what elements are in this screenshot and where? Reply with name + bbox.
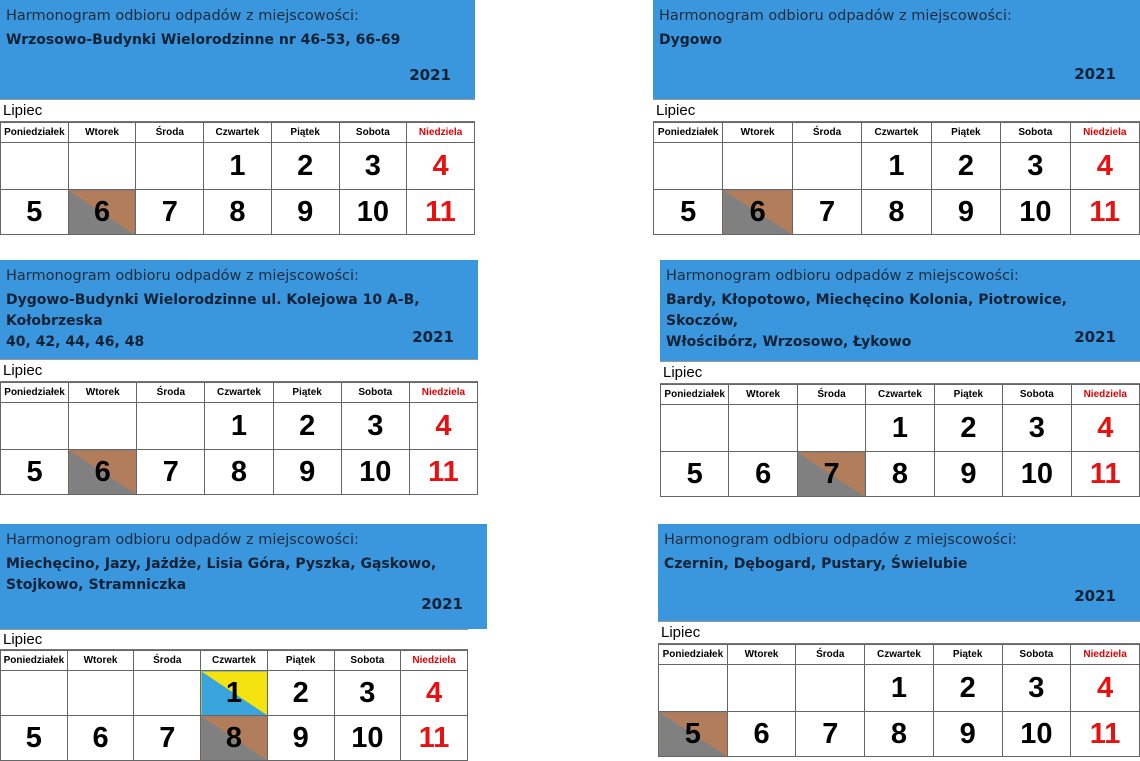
day-header: Piątek: [267, 651, 334, 671]
weekday-header-row: [659, 645, 1140, 665]
date-cell: 2: [267, 671, 334, 716]
day-header: Piątek: [273, 383, 341, 403]
month-label: Lipiec: [0, 100, 475, 122]
day-header: Sobota: [334, 651, 401, 671]
day-header: Wtorek: [69, 383, 137, 403]
week-row: [654, 143, 1140, 190]
date-cell-pickup-marked: 7: [797, 452, 865, 497]
panel-header: [653, 0, 1140, 99]
week-row: [1, 190, 475, 235]
date-cell-sunday: 11: [1071, 452, 1139, 497]
header-title: Harmonogram odbioru odpadów z miejscowości:: [6, 532, 359, 548]
date-cell: 9: [931, 190, 1000, 235]
week-row: [1, 671, 468, 716]
date-cell: 9: [933, 712, 1002, 757]
calendar-table: [0, 382, 478, 495]
date-cell: [68, 143, 136, 190]
day-header: Sobota: [341, 383, 409, 403]
schedule-panel-1: [0, 0, 475, 235]
date-cell: 10: [339, 190, 407, 235]
day-header: Wtorek: [67, 651, 134, 671]
date-cell: 10: [334, 716, 401, 761]
date-cell: 1: [866, 405, 934, 452]
year-label: 2021: [1074, 587, 1116, 605]
calendar: [660, 361, 1140, 497]
day-header: Piątek: [934, 385, 1002, 405]
week-row: [661, 452, 1140, 497]
date-cell: [654, 143, 723, 190]
schedule-panel-5: [0, 524, 487, 761]
date-cell: [797, 405, 865, 452]
calendar-table: [658, 644, 1140, 757]
date-cell-sunday: 4: [1071, 665, 1140, 712]
date-cell: 10: [341, 450, 409, 495]
calendar: [653, 99, 1140, 235]
day-header: Sobota: [1001, 123, 1070, 143]
day-header: Wtorek: [723, 123, 792, 143]
day-header: Środa: [136, 123, 204, 143]
day-header: Piątek: [933, 645, 1002, 665]
date-cell: 7: [134, 716, 201, 761]
day-header: Wtorek: [729, 385, 797, 405]
year-label: 2021: [1074, 65, 1116, 83]
date-cell: 2: [934, 405, 1002, 452]
day-header: Piątek: [271, 123, 339, 143]
header-title: Harmonogram odbioru odpadów z miejscowości:: [659, 8, 1012, 24]
date-cell-sunday: 4: [409, 403, 477, 450]
panel-header: [658, 524, 1140, 621]
panel-header: [0, 0, 475, 99]
calendar-table: [660, 384, 1140, 497]
month-label: Lipiec: [660, 362, 1140, 384]
date-cell: 1: [204, 143, 272, 190]
date-cell-pickup-marked: 6: [69, 450, 137, 495]
date-cell: 6: [67, 716, 134, 761]
date-cell: 9: [267, 716, 334, 761]
calendar: [0, 359, 478, 495]
location-text: Czernin, Dębogard, Pustary, Świelubie: [664, 556, 968, 572]
week-row: [1, 143, 475, 190]
date-cell: [729, 405, 797, 452]
day-header: Poniedziałek: [659, 645, 728, 665]
calendar: [0, 99, 475, 235]
date-cell: 3: [334, 671, 401, 716]
day-header: Poniedziałek: [1, 383, 69, 403]
weekday-header-row: [1, 383, 478, 403]
day-header: Czwartek: [865, 645, 934, 665]
day-header: Czwartek: [204, 123, 272, 143]
date-cell: 10: [1002, 712, 1071, 757]
date-cell: [661, 405, 729, 452]
weekday-header-row: [1, 651, 468, 671]
day-header: Poniedziałek: [1, 651, 68, 671]
date-cell: [136, 143, 204, 190]
date-cell-sunday: 11: [401, 716, 468, 761]
day-header-sunday: Niedziela: [409, 383, 477, 403]
date-cell: 10: [1001, 190, 1070, 235]
date-cell: 3: [341, 403, 409, 450]
location-text: Dygowo-Budynki Wielorodzinne ul. Kolejowa 10 A-B, Kołobrzeska 40, 42, 44, 46, 48: [6, 292, 420, 350]
date-cell: 9: [273, 450, 341, 495]
week-row: [1, 403, 478, 450]
day-header: Środa: [792, 123, 861, 143]
date-cell: [659, 665, 728, 712]
schedule-panel-6: [658, 524, 1140, 757]
day-header: Środa: [134, 651, 201, 671]
weekday-header-row: [654, 123, 1140, 143]
day-header: Wtorek: [727, 645, 796, 665]
date-cell: 8: [866, 452, 934, 497]
day-header: Wtorek: [68, 123, 136, 143]
day-header-sunday: Niedziela: [1070, 123, 1139, 143]
day-header: Poniedziałek: [661, 385, 729, 405]
year-label: 2021: [421, 595, 463, 613]
date-cell: 3: [339, 143, 407, 190]
day-header-sunday: Niedziela: [407, 123, 475, 143]
day-header: Czwartek: [201, 651, 268, 671]
date-cell: 2: [933, 665, 1002, 712]
day-header-sunday: Niedziela: [1071, 645, 1140, 665]
calendar-table: [653, 122, 1140, 235]
date-cell-sunday: 11: [1071, 712, 1140, 757]
week-row: [654, 190, 1140, 235]
date-cell: 8: [862, 190, 931, 235]
date-cell-sunday: 4: [1071, 405, 1139, 452]
date-cell: [134, 671, 201, 716]
location-text: Dygowo: [659, 32, 722, 48]
date-cell: 2: [273, 403, 341, 450]
date-cell: 8: [204, 190, 272, 235]
date-cell: 5: [1, 716, 68, 761]
date-cell: 2: [931, 143, 1000, 190]
day-header: Sobota: [1003, 385, 1071, 405]
date-cell: 5: [1, 190, 69, 235]
week-row: [659, 712, 1140, 757]
day-header-sunday: Niedziela: [1071, 385, 1139, 405]
date-cell: 5: [661, 452, 729, 497]
day-header: Poniedziałek: [654, 123, 723, 143]
day-header: Czwartek: [862, 123, 931, 143]
day-header-sunday: Niedziela: [401, 651, 468, 671]
header-title: Harmonogram odbioru odpadów z miejscowości:: [6, 8, 359, 24]
date-cell: [727, 665, 796, 712]
date-cell: [796, 665, 865, 712]
day-header: Środa: [137, 383, 205, 403]
day-header: Środa: [796, 645, 865, 665]
date-cell: 5: [654, 190, 723, 235]
week-row: [1, 450, 478, 495]
week-row: [659, 665, 1140, 712]
date-cell: 1: [862, 143, 931, 190]
date-cell: 7: [796, 712, 865, 757]
date-cell: 3: [1002, 665, 1071, 712]
weekday-header-row: [1, 123, 475, 143]
date-cell: [1, 403, 69, 450]
date-cell: 7: [792, 190, 861, 235]
date-cell: 9: [271, 190, 339, 235]
schedule-panel-2: [653, 0, 1140, 235]
schedule-panel-3: [0, 260, 478, 495]
date-cell: 8: [205, 450, 273, 495]
panel-header: [0, 260, 478, 359]
header-title: Harmonogram odbioru odpadów z miejscowości:: [6, 268, 359, 284]
date-cell: 5: [1, 450, 69, 495]
date-cell-pickup-marked: 1: [201, 671, 268, 716]
week-row: [661, 405, 1140, 452]
day-header: Sobota: [1002, 645, 1071, 665]
date-cell: 7: [137, 450, 205, 495]
date-cell: [69, 403, 137, 450]
date-cell: 3: [1001, 143, 1070, 190]
calendar-table: [0, 650, 468, 761]
month-label: Lipiec: [658, 622, 1140, 644]
calendar: [0, 629, 468, 761]
location-text: Miechęcino, Jazy, Jażdże, Lisia Góra, Pyszka, Gąskowo, Stojkowo, Stramniczka: [6, 556, 437, 593]
date-cell: 6: [729, 452, 797, 497]
date-cell: [137, 403, 205, 450]
header-title: Harmonogram odbioru odpadów z miejscowości:: [664, 532, 1017, 548]
date-cell: 3: [1003, 405, 1071, 452]
date-cell: 8: [865, 712, 934, 757]
date-cell: 1: [865, 665, 934, 712]
date-cell: 2: [271, 143, 339, 190]
schedule-panel-4: [660, 260, 1140, 497]
day-header: Sobota: [339, 123, 407, 143]
calendar: [658, 621, 1140, 757]
date-cell-sunday: 11: [409, 450, 477, 495]
location-text: Wrzosowo-Budynki Wielorodzinne nr 46-53, 66-69: [6, 32, 401, 48]
date-cell: [67, 671, 134, 716]
weekday-header-row: [661, 385, 1140, 405]
calendar-table: [0, 122, 475, 235]
header-title: Harmonogram odbioru odpadów z miejscowości:: [666, 268, 1019, 284]
year-label: 2021: [1074, 328, 1116, 346]
date-cell-pickup-marked: 8: [201, 716, 268, 761]
panel-header: [660, 260, 1140, 361]
date-cell-pickup-marked: 5: [659, 712, 728, 757]
day-header: Poniedziałek: [1, 123, 69, 143]
date-cell: 7: [136, 190, 204, 235]
day-header: Czwartek: [866, 385, 934, 405]
date-cell-sunday: 4: [401, 671, 468, 716]
year-label: 2021: [412, 328, 454, 346]
date-cell: [1, 671, 68, 716]
day-header: Czwartek: [205, 383, 273, 403]
day-header: Piątek: [931, 123, 1000, 143]
week-row: [1, 716, 468, 761]
month-label: Lipiec: [0, 360, 478, 382]
date-cell: 6: [727, 712, 796, 757]
month-label: Lipiec: [0, 630, 468, 650]
date-cell: 9: [934, 452, 1002, 497]
date-cell: [1, 143, 69, 190]
date-cell: [723, 143, 792, 190]
location-text: Bardy, Kłopotowo, Miechęcino Kolonia, Piotrowice, Skoczów, Włościbórz, Wrzosowo, Łykowo: [666, 292, 1067, 350]
date-cell-sunday: 11: [407, 190, 475, 235]
date-cell-pickup-marked: 6: [68, 190, 136, 235]
date-cell-sunday: 11: [1070, 190, 1139, 235]
year-label: 2021: [409, 66, 451, 84]
date-cell-sunday: 4: [407, 143, 475, 190]
day-header: Środa: [797, 385, 865, 405]
date-cell: 10: [1003, 452, 1071, 497]
month-label: Lipiec: [653, 100, 1140, 122]
date-cell-sunday: 4: [1070, 143, 1139, 190]
panel-header: [0, 524, 487, 629]
date-cell-pickup-marked: 6: [723, 190, 792, 235]
date-cell: [792, 143, 861, 190]
date-cell: 1: [205, 403, 273, 450]
